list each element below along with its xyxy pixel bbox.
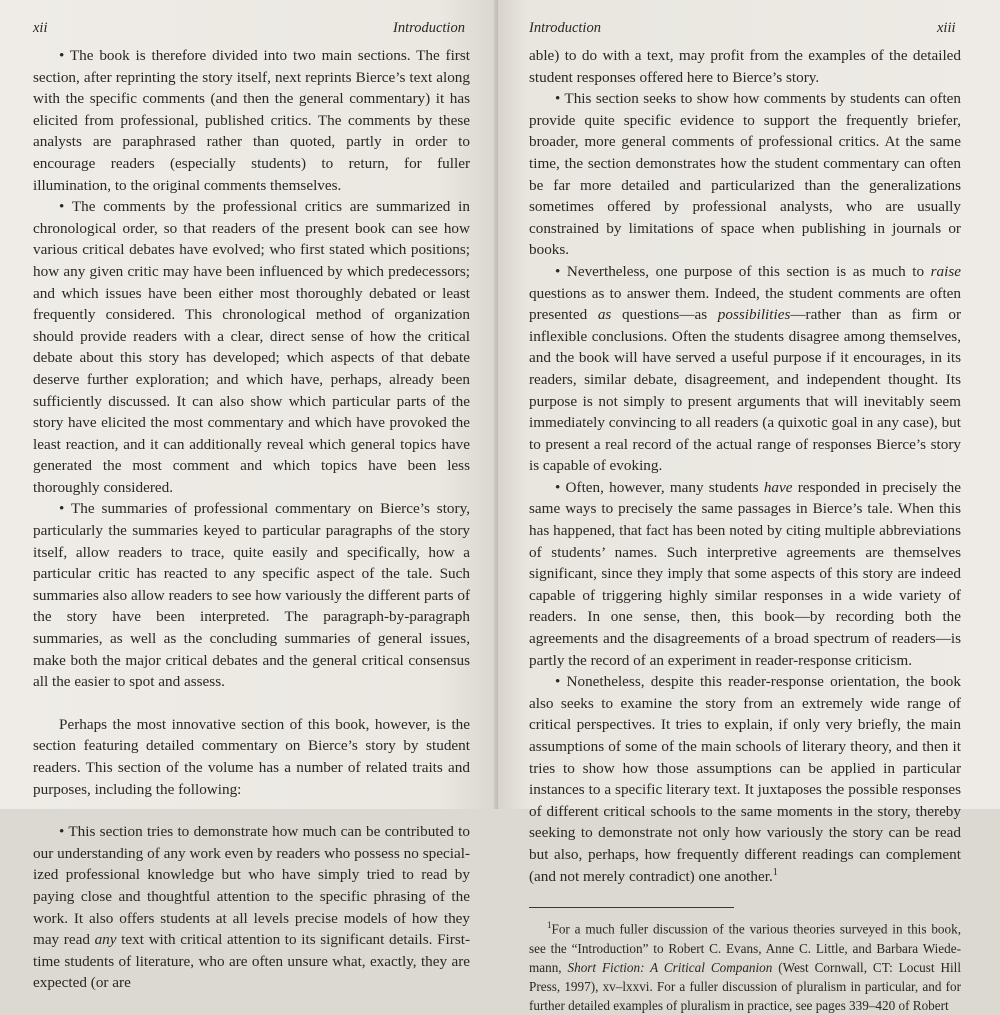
paragraph: • This section seeks to show how comments by students can often provide quite specific evidence to support the frequently briefer, broader, more general comments of professional critics. At the same time, the section demonstrates how the student commentary can often be far more detailed and particularized than the generalizations sometimes offered by professional analysts, who are usually constrained by limitations of space when publishing in journals or books.	[529, 90, 961, 259]
text-run: —rather than as firm or inflexible conclusions. Often the students disagree among themselves, and the book will have served a useful purpose if it encourages, in its readers, similar debate, disagreement, and independent thought. Its purpose is not simply to present arguments that will inevitably seem immediately convincing to all readers (a quixotic goal in any case), but to present a real record of the actual range of responses Bierce’s story is capable of evoking.	[529, 306, 962, 475]
paragraph: • The summaries of professional commentary on Bierce’s story, particularly the summaries keyed to particular paragraphs of the story itself, allow readers to trace, quite easily and specifically, how a particular critic has reacted to any specific aspect of the tale. Such summaries also allow readers to see how variously the different parts of the story have been interpreted. The paragraph-by-paragraph summaries, as well as the concluding summaries of general issues, make both the major critical debates and the general critical consensus all the easier to spot and assess.	[33, 500, 470, 691]
paragraph: • The book is therefore divided into two main sections. The first section, after reprinting the story itself, next reprints Bierce’s text along with the specific comments (and then the general commentary) it has elicited from professional, published critics. The comments by these analysts are paraphrased rather than quoted, partly in order to encourage readers (especially students) to return, for fuller illumination, to the original comments themselves.	[33, 47, 470, 194]
paragraph	[529, 261, 961, 477]
text-run: • Often, however, many students	[555, 478, 764, 496]
italic-run: raise	[930, 262, 961, 280]
paragraph	[529, 671, 961, 887]
left-folio: xii	[33, 20, 48, 36]
italic-run: possibilities	[717, 306, 791, 324]
paragraph: • The comments by the professional critics are summarized in chronological order, so that readers of the present book can see how various critical debates have evolved; who first stated which positions; how any given critic may have been influenced by which predecessors; and which issues have been either most thoroughly debated or least frequently considered. This chronological method of organization should provide readers with a clear, direct sense of how the critical debate about this story has developed; which aspects of that debate deserve further exploration; and which have, perhaps, already been sufficiently discussed. It can also show which particular parts of the story have elicited the most commentary and which have provoked the least reaction, and it can additionally reveal which general topics have generated the most comment and which topics have been less thoroughly considered.	[33, 198, 470, 496]
right-folio: xiii	[937, 20, 956, 36]
footnote-reference: 1	[772, 866, 778, 878]
text-run: • This section tries to demonstrate how much can be contributed to our understanding of any work even by readers who possess no specialized professional knowledge but who have simply tried to read by paying close and thoughtful attention to the specific phrasing of the work. It also offers students at all levels precise models of how they may read	[33, 823, 470, 949]
footnote-divider	[529, 907, 734, 908]
text-run: (West Cornwall, CT: Locust Hill Press, 1997), xv–lxxvi. For a fuller discussion of pluralism in particular, and for further detailed examples of pluralism in practice, see pages 339–420 of Robert	[529, 959, 961, 1013]
italic-run: as	[597, 306, 612, 324]
paragraph: Perhaps the most innovative section of this book, however, is the section featuring detailed commentary on Bierce’s story by student readers. This section of the volume has a number of related traits and purposes, including the following:	[33, 715, 470, 798]
paragraph: able) to do with a text, may profit from the examples of the detailed student responses offered here to Bierce’s story.	[529, 47, 961, 86]
italic-run: any	[94, 931, 117, 949]
text-run: • Nonetheless, despite this reader-response orientation, the book also seeks to examine the story from an extremely wide range of critical perspectives. It tries to explain, if only very briefly, the main assumptions of some of the main schools of literary theory, and then it tries to show how those assumptions can be applied in particular instances to a specific literary text. It juxtaposes the possible responses of different critical schools to the same moments in the story, thereby seeking to demonstrate not only how variously the story can be read but also, perhaps, how frequently different readings can complement (and not merely contradict) one another.	[529, 673, 961, 885]
text-run: For a much fuller discussion of the various theories surveyed in this book, see the “Introduction” to Robert C. Evans, Anne C. Little, and Barbara Wiedemann,	[529, 921, 961, 975]
italic-run: Short Fiction: A Critical Companion	[567, 959, 773, 975]
right-running-head: Introduction	[529, 20, 601, 36]
text-run: text with critical attention to its significant details. First-time students of literature, who are often unsure what, exactly, they are expected (or are	[33, 931, 471, 992]
footnote-mark: 1	[547, 920, 552, 931]
left-running-head: Introduction	[393, 20, 465, 36]
left-body-text	[33, 45, 470, 994]
text-run: responded in precisely the same ways to precisely the same passages in Bierce’s tale. When this has happened, that fact has been noted by citing multiple abbreviations of students’ names. Such interpretive agreements are themselves significant, since they imply that some aspects of this story are indeed capable of triggering highly similar responses in a wide variety of readers. In one sense, then, this book—by recording both the agreements and the disagreements of a broad spectrum of readers—is partly the record of an experiment in reader-response criticism.	[529, 478, 961, 669]
paragraph	[529, 477, 961, 671]
text-run: questions—as	[611, 306, 718, 324]
text-run: questions as to answer them. Indeed, the student comments are often presented	[529, 284, 961, 324]
footnote	[529, 916, 961, 1014]
left-page	[0, 0, 498, 992]
right-body-text	[529, 45, 961, 1015]
italic-run: have	[763, 478, 793, 496]
paragraph	[33, 821, 470, 994]
right-page	[498, 0, 1000, 1013]
text-run: • Nevertheless, one purpose of this section is as much to	[555, 262, 931, 280]
